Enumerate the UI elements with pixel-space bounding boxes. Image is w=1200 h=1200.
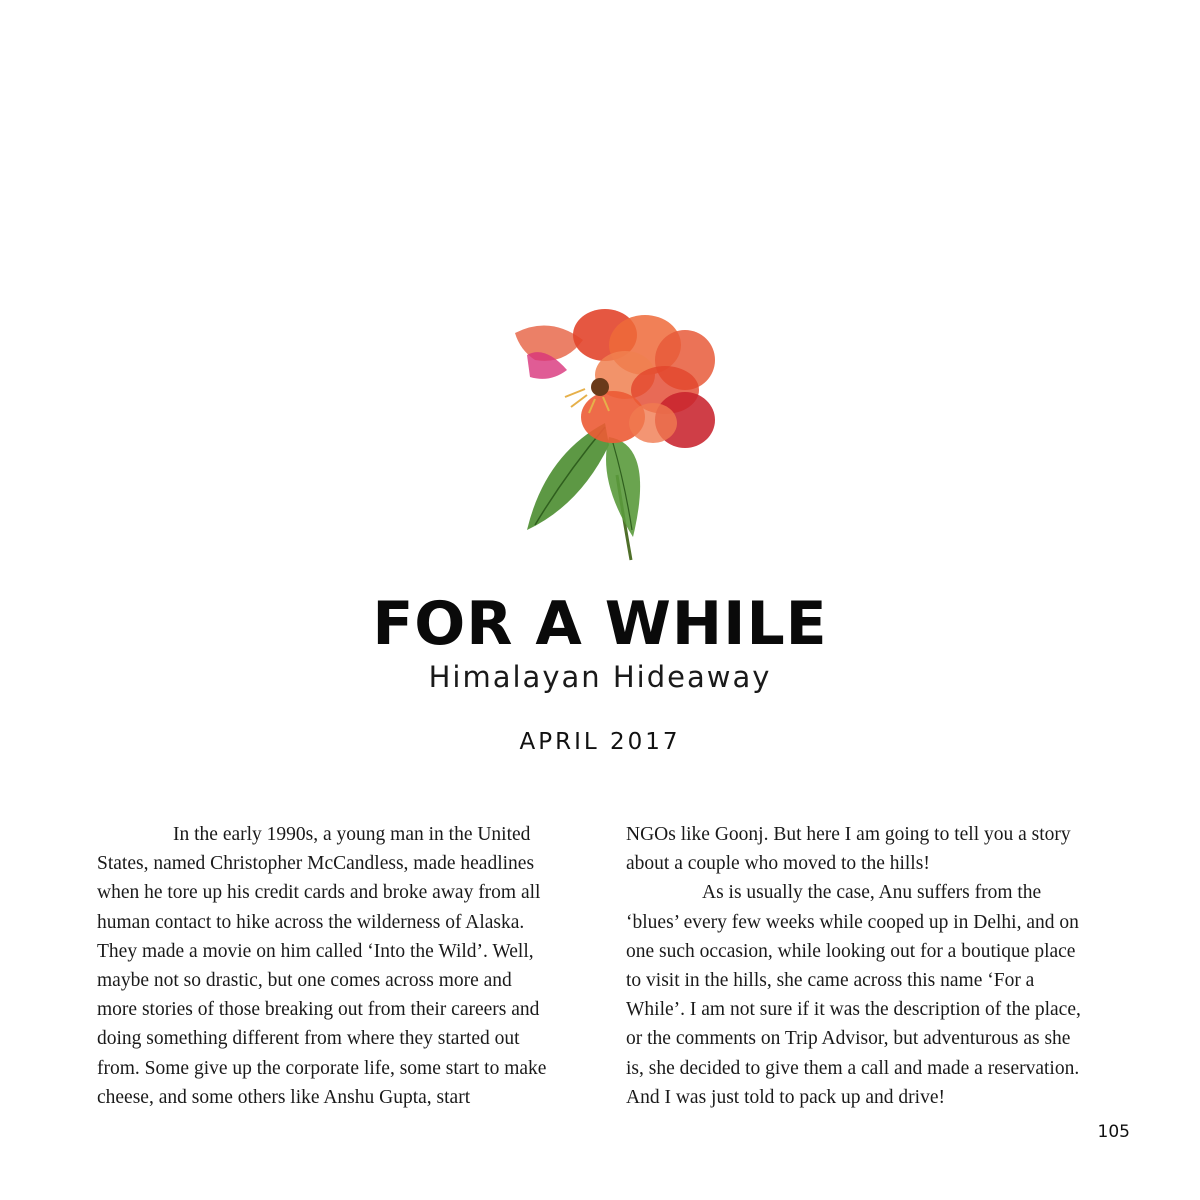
text-line: NGOs like Goonj. But here I am going to tell you a story bbox=[626, 824, 1071, 845]
text-line: They made a movie on him called ‘Into the Wild’. Well, bbox=[97, 940, 534, 962]
page-subtitle: Himalayan Hideaway bbox=[428, 660, 772, 694]
text-line: more stories of those breaking out from their careers and bbox=[97, 999, 540, 1021]
text-line: As is usually the case, Anu suffers from the bbox=[702, 882, 1042, 904]
text-line: States, named Christopher McCandless, made headlines bbox=[97, 853, 535, 875]
body-column-left bbox=[97, 820, 577, 1112]
text-line: about a couple who moved to the hills! bbox=[626, 853, 930, 875]
text-line: is, she decided to give them a call and made a reservation. bbox=[626, 1057, 1080, 1079]
text-line: maybe not so drastic, but one comes across more and bbox=[97, 970, 512, 992]
text-line: one such occasion, while looking out for a boutique place bbox=[626, 940, 1076, 962]
body-column-right bbox=[626, 820, 1106, 1112]
text-line: While’. I am not sure if it was the description of the place, bbox=[626, 999, 1081, 1021]
text-line: doing something different from where they started out bbox=[97, 1028, 520, 1050]
text-line: In the early 1990s, a young man in the United bbox=[173, 824, 531, 845]
text-line: from. Some give up the corporate life, some start to make bbox=[97, 1057, 547, 1079]
text-line: human contact to hike across the wilderness of Alaska. bbox=[97, 911, 525, 933]
text-line: cheese, and some others like Anshu Gupta, start bbox=[97, 1086, 471, 1108]
page-number: 105 bbox=[1097, 1122, 1130, 1142]
watercolor-flower-icon bbox=[505, 305, 735, 565]
text-line: or the comments on Trip Advisor, but adventurous as she bbox=[626, 1028, 1071, 1050]
text-line: to visit in the hills, she came across this name ‘For a bbox=[626, 970, 1035, 992]
text-line: ‘blues’ every few weeks while cooped up in Delhi, and on bbox=[626, 911, 1079, 933]
text-line: when he tore up his credit cards and broke away from all bbox=[97, 882, 541, 904]
text-line: And I was just told to pack up and drive! bbox=[626, 1086, 945, 1108]
issue-date: APRIL 2017 bbox=[519, 729, 681, 755]
page-title: FOR A WHILE bbox=[372, 589, 828, 659]
